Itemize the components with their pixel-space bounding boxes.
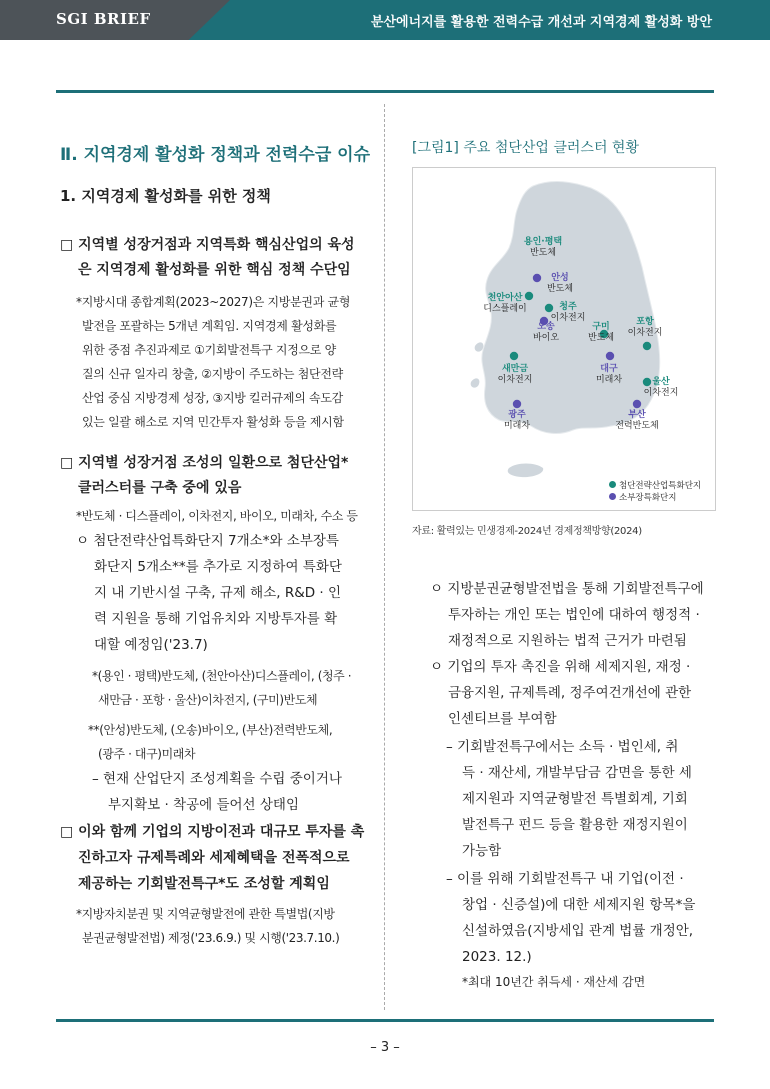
figure-source: 자료: 활력있는 민생경제-2024년 경제정책방향(2024) — [412, 526, 642, 537]
site-name-label: 새만금 — [501, 364, 529, 374]
header-bar — [0, 0, 770, 40]
bullet-line: 력 지원을 통해 기업유치와 지방투자를 확 — [94, 611, 338, 627]
paragraph-line: □ 지역별 성장거점과 지역특화 핵심산업의 육성 — [60, 237, 355, 253]
legend-label: 첨단전략산업특화단지 — [619, 481, 702, 491]
site-industry-label: 반도체 — [529, 248, 557, 258]
bullet-line: 투자하는 개인 또는 법인에 대하여 행정적 · — [448, 607, 700, 623]
note-line: 위한 중점 추진과제로 ①기회발전특구 지정으로 양 — [82, 343, 336, 357]
note-line: 발전을 포괄하는 5개년 계획임. 지역경제 활성화를 — [82, 319, 337, 333]
site-industry-label: 전력반도체 — [615, 421, 659, 431]
site-marker-dot — [510, 352, 518, 360]
site-name-label: 용인·평택 — [523, 237, 563, 247]
site-marker-dot — [643, 378, 651, 386]
figure-caption: [그림1] 주요 첨단산업 클러스터 현황 — [412, 140, 639, 156]
west-coast-islands-shape — [471, 342, 484, 387]
site-name-label: 포항 — [636, 317, 654, 327]
subsection-title: 1. 지역경제 활성화를 위한 정책 — [60, 187, 271, 205]
site-industry-label: 이차전지 — [627, 328, 663, 338]
paragraph-line: □ 지역별 성장거점 조성의 일환으로 첨단산업* — [60, 455, 349, 471]
site-marker-dot — [633, 400, 641, 408]
paragraph-line: 진하고자 규제특례와 세제혜택을 전폭적으로 — [78, 850, 350, 866]
top-rule — [56, 90, 714, 93]
dash-line: – 이를 위해 기회발전특구 내 기업(이전 · — [446, 871, 684, 887]
dash-line: 득 · 재산세, 개발부담금 감면을 통한 세 — [462, 765, 692, 781]
korea-map — [413, 168, 715, 510]
site-name-label: 광주 — [508, 410, 526, 420]
site-name-label: 부산 — [628, 410, 646, 420]
bullet-line: ㅇ 첨단전략산업특화단지 7개소*와 소부장특 — [76, 533, 339, 549]
site-industry-label: 이차전지 — [550, 313, 586, 323]
column-divider — [384, 104, 385, 1010]
bullet-line: 금융지원, 규제특례, 정주여건개선에 관한 — [448, 685, 692, 701]
paragraph-line: □ 이와 함께 기업의 지방이전과 대규모 투자를 촉 — [60, 824, 365, 840]
legend-item-purple — [609, 492, 701, 504]
bottom-rule — [56, 1019, 714, 1022]
header-title: 분산에너지를 활용한 전력수급 개선과 지역경제 활성화 방안 — [370, 15, 712, 30]
dash-line: – 현재 산업단지 조성계획을 수립 중이거나 — [92, 771, 342, 787]
site-marker-dot — [533, 274, 541, 282]
note-line: 산업 중심 지방경제 성장, ③지방 킬러규제의 속도감 — [82, 391, 343, 405]
note-line: 있는 일괄 해소로 지역 민간투자 활성화 등을 제시함 — [82, 415, 344, 429]
site-industry-label: 바이오 — [532, 333, 560, 343]
bullet-line: ㅇ 기업의 투자 촉진을 위해 세제지원, 재정 · — [430, 659, 691, 675]
site-name-label: 울산 — [652, 377, 670, 387]
dash-line: 부지확보 · 착공에 들어선 상태임 — [108, 797, 299, 813]
bullet-line: 지 내 기반시설 구축, 규제 해소, R&D · 인 — [94, 585, 342, 601]
dash-line: – 기회발전특구에서는 소득 · 법인세, 취 — [446, 739, 679, 755]
site-industry-label: 이차전지 — [643, 388, 679, 398]
note-line: 질의 신규 일자리 창출, ②지방이 주도하는 첨단전략 — [82, 367, 343, 381]
section-title: Ⅱ. 지역경제 활성화 정책과 전력수급 이슈 — [60, 145, 370, 165]
legend-item-teal — [609, 480, 701, 492]
legend-teal-dot — [609, 481, 616, 488]
paragraph-line: 클러스터를 구축 중에 있음 — [78, 480, 242, 496]
dash-line: 신설하였음(지방세입 관계 법률 개정안, — [462, 923, 694, 939]
site-marker-dot — [545, 304, 553, 312]
dash-line: 창업 · 신증설)에 대한 세제지원 항목*을 — [462, 897, 696, 913]
site-industry-label: 미래차 — [595, 375, 623, 385]
site-industry-label: 미래차 — [503, 421, 531, 431]
site-name-label: 천안아산 — [487, 293, 523, 303]
site-name-label: 청주 — [559, 302, 577, 312]
site-industry-label: 디스플레이 — [483, 304, 527, 314]
note-line: *지방시대 종합계획(2023~2027)은 지방분권과 균형 — [76, 295, 351, 309]
header-brand: SGI BRIEF — [56, 10, 151, 28]
jeju-island-shape — [508, 464, 543, 478]
site-name-label: 구미 — [592, 322, 610, 332]
dash-line: 2023. 12.) — [462, 949, 532, 965]
paragraph-line: 은 지역경제 활성화를 위한 핵심 정책 수단임 — [78, 262, 351, 278]
site-name-label: 안성 — [551, 273, 569, 283]
site-name-label: 오송 — [537, 322, 555, 332]
dash-line: 제지원과 지역균형발전 특별회계, 기회 — [462, 791, 688, 807]
site-marker-dot — [513, 400, 521, 408]
note-line: (광주 · 대구)미래차 — [98, 747, 196, 761]
legend-label: 소부장특화단지 — [619, 493, 677, 503]
note-line: 새만금 · 포항 · 울산)이차전지, (구미)반도체 — [98, 693, 318, 707]
legend-purple-dot — [609, 493, 616, 500]
dash-line: 가능함 — [462, 843, 502, 859]
site-marker-dot — [525, 292, 533, 300]
site-industry-label: 이차전지 — [497, 375, 533, 385]
bullet-line: 재정적으로 지원하는 법적 근거가 마련됨 — [448, 633, 687, 649]
bullet-line: 인센티브를 부여함 — [448, 711, 557, 727]
site-name-label: 대구 — [600, 364, 618, 374]
site-industry-label: 반도체 — [546, 284, 574, 294]
note-2: *반도체 · 디스플레이, 이차전지, 바이오, 미래차, 수소 등 — [76, 509, 358, 523]
dash-line: 발전특구 펀드 등을 활용한 재정지원이 — [462, 817, 688, 833]
site-marker-dot — [606, 352, 614, 360]
note-line: *(용인 · 평택)반도체, (천안아산)디스플레이, (청주 · — [92, 669, 352, 683]
cluster-map-figure — [412, 167, 716, 511]
bullet-line: 대할 예정임('23.7) — [94, 637, 208, 653]
page-number: – 3 – — [370, 1040, 400, 1055]
note-line: *지방자치분권 및 지역균형발전에 관한 특별법(지방 — [76, 907, 335, 921]
site-industry-label: 반도체 — [587, 333, 615, 343]
paragraph-line: 제공하는 기회발전특구*도 조성할 계획임 — [78, 876, 330, 892]
site-marker-dot — [643, 342, 651, 350]
note-line: 분권균형발전법) 제정('23.6.9.) 및 시행('23.7.10.) — [82, 931, 340, 945]
bullet-line: ㅇ 지방분권균형발전법을 통해 기회발전특구에 — [430, 581, 704, 597]
map-legend — [609, 480, 701, 504]
note-line: **(안성)반도체, (오송)바이오, (부산)전력반도체, — [88, 723, 333, 737]
bullet-line: 화단지 5개소**를 추가로 지정하여 특화단 — [94, 559, 342, 575]
right-note-1: *최대 10년간 취득세 · 재산세 감면 — [462, 975, 646, 989]
